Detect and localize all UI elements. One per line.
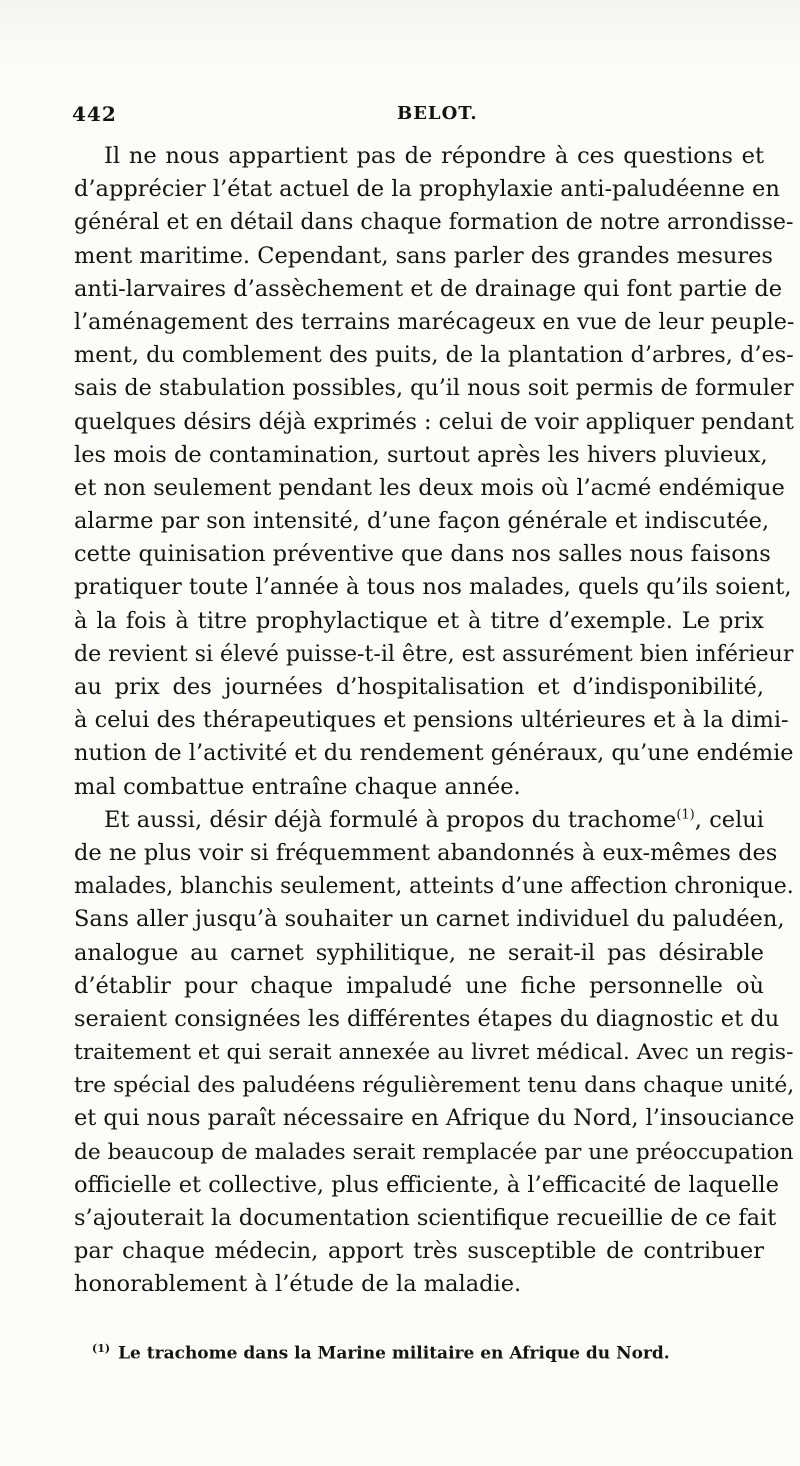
footnote-reference[interactable]: (1)	[676, 807, 695, 823]
footnote-text: Le trachome dans la Marine militaire en Afrique du Nord.	[118, 1343, 670, 1364]
text-line: d’apprécier l’état actuel de la prophylaxie anti-paludéenne en	[74, 176, 780, 203]
text-line: ment, du comblement des puits, de la plantation d’arbres, d’es-	[74, 342, 794, 369]
body-text	[74, 140, 795, 1302]
paragraph-2	[74, 804, 795, 1302]
text-segment: Et aussi, désir déjà formulé à propos du trachome	[104, 806, 677, 833]
text-line: et qui nous paraît nécessaire en Afrique du Nord, l’insouciance	[74, 1105, 795, 1132]
text-line: tre spécial des paludéens régulièrement tenu dans chaque unité,	[74, 1073, 795, 1099]
text-line: à celui des thérapeutiques et pensions ultérieures et à la dimi-	[74, 707, 789, 734]
text-line: et non seulement pendant les deux mois où l’acmé endémique	[74, 474, 785, 501]
footnote	[92, 1342, 732, 1364]
page-header	[72, 102, 752, 132]
page-number: 442	[72, 102, 117, 126]
text-line: à la fois à titre prophylactique et à titre d’exemple. Le prix	[74, 607, 764, 634]
text-line: traitement et qui serait annexée au livret médical. Avec un regis-	[74, 1040, 794, 1066]
text-line: alarme par son intensité, d’une façon générale et indiscutée,	[74, 508, 770, 535]
text-line: seraient consignées les différentes étapes du diagnostic et du	[74, 1005, 780, 1032]
running-head: BELOT.	[397, 103, 478, 124]
text-line: mal combattue entraîne chaque année.	[74, 773, 521, 800]
text-line: les mois de contamination, surtout après les hivers pluvieux,	[74, 441, 768, 468]
text-line: cette quinisation préventive que dans nos salles nous faisons	[74, 541, 771, 568]
text-line: quelques désirs déjà exprimés : celui de voir appliquer pendant	[74, 408, 794, 435]
text-line: anti-larvaires d’assèchement et de drainage qui font partie de	[74, 275, 783, 302]
text-line: s’ajouterait la documentation scientifique recueillie de ce fait	[74, 1205, 777, 1231]
text-line: par chaque médecin, apport très susceptible de contribuer	[74, 1238, 764, 1265]
scan-margin	[0, 0, 800, 70]
paragraph-1	[74, 140, 795, 804]
text-line: analogue au carnet syphilitique, ne serait-il pas désirable	[74, 939, 764, 966]
text-line: ment maritime. Cependant, sans parler des grandes mesures	[74, 242, 773, 269]
text-line: au prix des journées d’hospitalisation et d’indisponibilité,	[74, 674, 764, 700]
text-line: d’établir pour chaque impaludé une fiche personnelle où	[74, 972, 764, 999]
text-line: de revient si élevé puisse-t-il être, est assurément bien inférieur	[74, 640, 794, 667]
text-line: sais de stabulation possibles, qu’il nous soit permis de formuler	[74, 375, 794, 402]
text-segment: , celui	[694, 806, 764, 833]
text-line: l’aménagement des terrains marécageux en vue de leur peuple-	[74, 308, 795, 335]
text-line: pratiquer toute l’année à tous nos malades, quels qu’ils soient,	[74, 574, 792, 601]
text-line: malades, blanchis seulement, atteints d’une affection chronique.	[74, 874, 794, 900]
text-line: de ne plus voir si fréquemment abandonnés à eux-mêmes des	[74, 839, 778, 866]
text-line: Sans aller jusqu’à souhaiter un carnet individuel du paludéen,	[74, 906, 785, 933]
text-line: nution de l’activité et du rendement généraux, qu’une endémie	[74, 740, 794, 767]
text-line: officielle et collective, plus efficiente, à l’efficacité de laquelle	[74, 1171, 779, 1198]
text-line: Il ne nous appartient pas de répondre à ces questions et	[104, 143, 764, 169]
text-line: honorablement à l’étude de la maladie.	[74, 1271, 522, 1298]
text-line: général et en détail dans chaque formation de notre arrondisse-	[74, 209, 794, 236]
text-line: de beaucoup de malades serait remplacée par une préoccupation	[74, 1139, 794, 1165]
footnote-mark: (1)	[92, 1342, 111, 1355]
text-line-with-footnote-ref	[74, 804, 764, 837]
